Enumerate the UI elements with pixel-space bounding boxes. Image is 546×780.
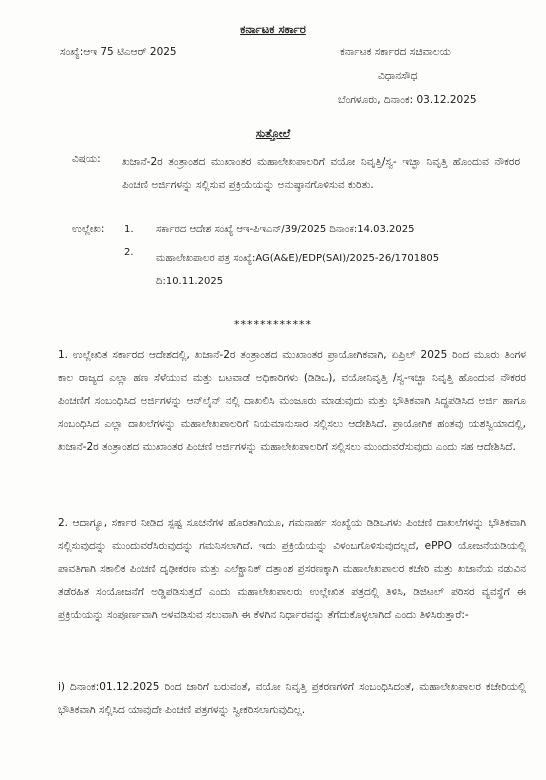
references-label: ಉಲ್ಲೇಖ: — [72, 223, 105, 235]
reference-number-1: 1. — [124, 224, 134, 235]
subject-label: ವಿಷಯ: — [72, 153, 101, 165]
building-name: ವಿಧಾನಸೌಧ — [378, 70, 418, 82]
subject-text: ಖಜಾನೆ-2ರ ತಂತ್ರಾಂಶದ ಮುಖಾಂತರ ಮಹಾಲೇಖಪಾಲರಿಗೆ ವಯೋ ನಿವೃತ್ತಿ/ಸ್ವ- ಇಚ್ಛಾ ನಿವೃತ್ತಿ ಹೊಂದುವ ನೌಕರರ ಪಿಂಚಣಿ ಅರ್ಜಿಗಳನ್ನು ಸಲ್ಲಿಸುವ ಪ್ರಕ್ರಿಯೆಯನ್ನು ಅನುಷ್ಠಾನಗೊಳಿಸುವ ಕುರಿತು. — [122, 156, 520, 191]
circular-title: ಸುತ್ತೋಲೆ — [255, 127, 291, 140]
reference-number: ಸಂಖ್ಯೆ:ಆಇ 75 ಟಿಎಆರ್ 2025 — [60, 46, 177, 58]
separator: ************ — [234, 318, 312, 331]
government-title: ಕರ್ನಾಟಕ ಸರ್ಕಾರ — [240, 22, 306, 36]
place-and-date: ಬೆಂಗಳೂರು, ದಿನಾಂಕ: 03.12.2025 — [338, 94, 477, 106]
paragraph-3: i) ದಿನಾಂಕ:01.12.2025 ರಿಂದ ಜಾರಿಗೆ ಬರುವಂತೆ, ವಯೋ ನಿವೃತ್ತಿ ಪ್ರಕರಣಗಳಿಗೆ ಸಂಬಂಧಿಸಿದಂತೆ, ಮಹಾಲೇಖಪಾಲರ ಕಚೇರಿಯಲ್ಲಿ ಭೌತಿಕವಾಗಿ ಸಲ್ಲಿಸಿದ ಯಾವುದೇ ಪಿಂಚಣಿ ಪತ್ರಗಳನ್ನು ಸ್ವೀಕರಿಸಲಾಗುವುದಿಲ್ಲ. — [58, 681, 526, 716]
paragraph-1: 1. ಉಲ್ಲೇಖಿತ ಸರ್ಕಾರದ ಆದೇಶದಲ್ಲಿ, ಖಜಾನೆ-2ರ ತಂತ್ರಾಂಶದ ಮುಖಾಂತರ ಪ್ರಾಯೋಗಿಕವಾಗಿ, ಏಪ್ರಿಲ್ 2025 ರಿಂದ ಮೂರು ತಿಂಗಳ ಕಾಲ ರಾಜ್ಯದ ಎಲ್ಲಾ ಹಣ ಸೆಳೆಯುವ ಮತ್ತು ಬಟವಾಡೆ ಅಧಿಕಾರಿಗಳು (ಡಿಡಿಒ), ವಯೋನಿವೃತ್ತಿ /ಸ್ವ-ಇಚ್ಛಾ ನಿವೃತ್ತಿ ಹೊಂದುವ ನೌಕರರ ಪಿಂಚಣಿಗೆ ಸಂಬಂಧಿಸಿದ ಅರ್ಜಿಗಳನ್ನು ಆನ್‌ಲೈನ್ ನಲ್ಲಿ ದಾಖಲಿಸಿ ಮಂಜೂರು ಮಾಡುವುದು ಮತ್ತು ಭೌತಿಕವಾಗಿ ಸಿದ್ಧಪಡಿಸಿದ ಅರ್ಜಿ ಹಾಗೂ ಸಂಬಂಧಿಸಿದ ಎಲ್ಲಾ ದಾಖಲೆಗಳನ್ನು ಮಹಾಲೇಖಪಾಲರಿಗೆ ನಿಯಮಾನುಸಾರ ಸಲ್ಲಿಸಲು ಆದೇಶಿಸಿದೆ. ಪ್ರಾಯೋಗಿಕ ಹಂತವು ಯಶಸ್ವಿಯಾದಲ್ಲಿ, ಖಜಾನೆ-2ರ ತಂತ್ರಾಂಶದ ಮುಖಾಂತರ ಪಿಂಚಣಿ ಅರ್ಜಿಗಳನ್ನು ಮಹಾಲೇಖಪಾಲರಿಗೆ ಸಲ್ಲಿಸಲು ಮುಂದುವರೆಸುವುದು ಎಂದು ಸಹ ಆದೇಶಿಸಿದೆ. — [58, 349, 526, 453]
reference-item-2: ಮಹಾಲೇಖಪಾಲರ ಪತ್ರ ಸಂಖ್ಯೆ:AG(A&E)/EDP(SAI)/2025-26/1701805 ದಿ:10.11.2025 — [156, 253, 440, 287]
reference-number-2: 2. — [124, 247, 134, 258]
paragraph-2: 2. ಆದಾಗ್ಯೂ, ಸರ್ಕಾರ ನೀಡಿದ ಸ್ಪಷ್ಟ ಸೂಚನೆಗಳ ಹೊರತಾಗಿಯೂ, ಗಮನಾರ್ಹ ಸಂಖ್ಯೆಯ ಡಿಡಿಒಗಳು ಪಿಂಚಣಿ ದಾಖಲೆಗಳನ್ನು ಭೌತಿಕವಾಗಿ ಸಲ್ಲಿಸುವುದನ್ನು ಮುಂದುವರೆಸಿರುವುದನ್ನು ಗಮನಿಸಲಾಗಿದೆ. ಇದು ಪ್ರಕ್ರಿಯೆಯನ್ನು ವಿಳಂಬಗೊಳಿಸುವುದಲ್ಲದೆ, ePPO ಯೋಜನೆಯಡಿಯಲ್ಲಿ ಪಾವತಿಗಾಗಿ ಸಕಾಲಿಕ ಪಿಂಚಣಿ ದೃಢೀಕರಣ ಮತ್ತು ಎಲೆಕ್ಟ್ರಾನಿಕ್ ದತ್ತಾಂಶ ಪ್ರಸರಣಕ್ಕಾಗಿ ಮಹಾಲೇಖಪಾಲರ ಕಚೇರಿ ಮತ್ತು ಖಜಾನೆಯ ನಡುವಿನ ತಡೆರಹಿತ ಸಂಯೋಜನೆಗೆ ಅಡ್ಡಿಪಡಿಸುತ್ತದೆ ಎಂದು ಮಹಾಲೇಖಪಾಲರು ಉಲ್ಲೇಖಿತ ಪತ್ರದಲ್ಲಿ ತಿಳಿಸಿ, ಡಿಜಿಟಲ್ ಪರಿಸರ ವ್ಯವಸ್ಥೆಗೆ ಈ ಪ್ರಕ್ರಿಯೆಯನ್ನು ಸಂಪೂರ್ಣವಾಗಿ ಅಳವಡಿಸುವ ಸಲುವಾಗಿ ಈ ಕೆಳಗಿನ ನಿರ್ಧಾರವನ್ನು ತೆಗೆದುಕೊಳ್ಳಲಾಗಿದೆ ಎಂದು ತಿಳಿಸಿರುತ್ತಾರೆ:- — [58, 517, 526, 621]
secretariat-name: ಕರ್ನಾಟಕ ಸರ್ಕಾರದ ಸಚಿವಾಲಯ — [340, 46, 451, 58]
reference-item-1: ಸರ್ಕಾರದ ಆದೇಶ ಸಂಖ್ಯೆ ಆಇ-ಪಿಇಎನ್/39/2025 ದಿನಾಂಕ:14.03.2025 — [156, 224, 415, 235]
